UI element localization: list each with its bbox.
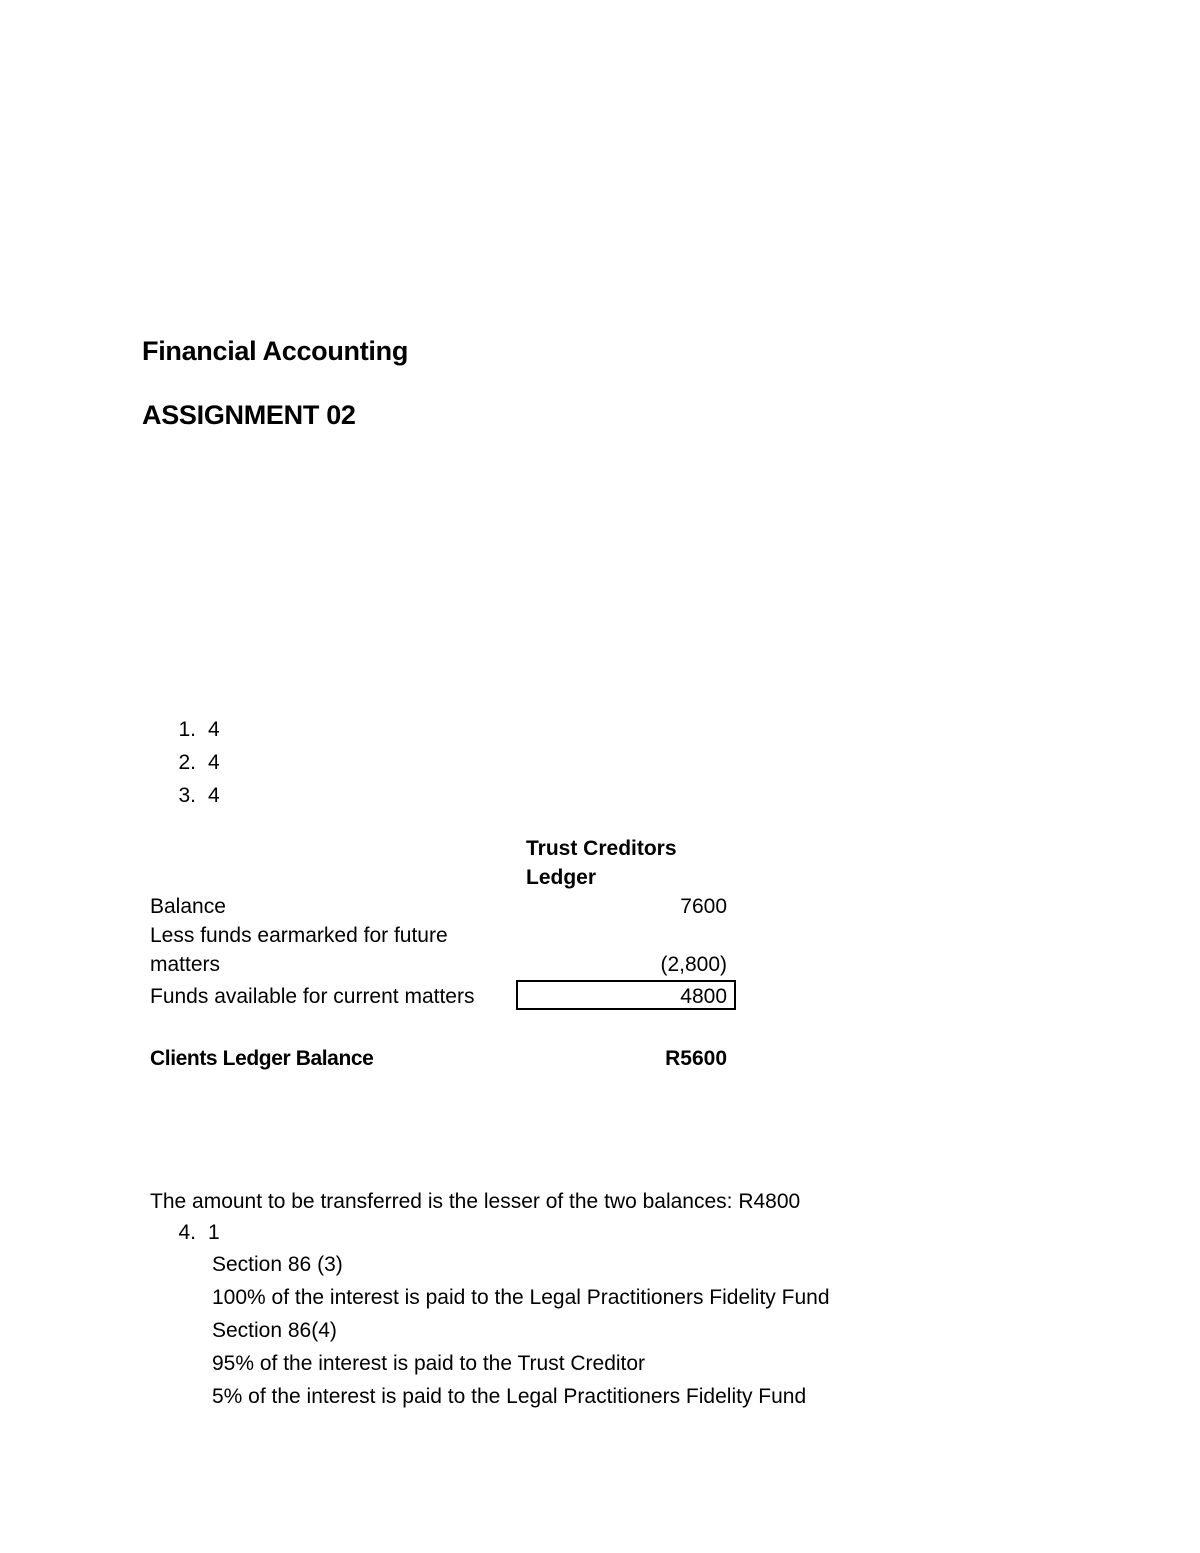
list-item <box>174 751 254 775</box>
ledger-column-header: Trust Creditors <box>526 837 677 860</box>
clients-ledger-amount: R5600 <box>665 1047 727 1070</box>
ledger-row-amount-balance: 7600 <box>680 895 727 918</box>
question4-line: Section 86 (3) <box>212 1253 343 1276</box>
list-value: 1 <box>208 1221 220 1244</box>
list-number: 3. <box>178 784 196 807</box>
ledger-row-label-earmarked-line2: matters <box>150 953 221 976</box>
ledger-column-header-line2: Ledger <box>526 866 597 889</box>
list-number: 1. <box>178 718 196 741</box>
question4-line: 5% of the interest is paid to the Legal Practitioners Fidelity Fund <box>212 1385 807 1408</box>
list-number: 2. <box>178 751 196 774</box>
document-title: Financial Accounting <box>142 336 409 366</box>
list-value: 4 <box>208 751 220 774</box>
list-value: 4 <box>208 718 220 741</box>
ledger-row-amount-available: 4800 <box>680 985 727 1008</box>
list-item <box>174 784 254 808</box>
ledger-row-label-balance: Balance <box>150 895 226 918</box>
assignment-heading: ASSIGNMENT 02 <box>142 400 356 430</box>
list-number: 4. <box>178 1221 196 1244</box>
clients-ledger-label: Clients Ledger Balance <box>150 1047 374 1070</box>
conclusion-text: The amount to be transferred is the lesser of the two balances: R4800 <box>150 1190 801 1213</box>
ledger-row-label-earmarked: Less funds earmarked for future <box>150 924 448 947</box>
list-item <box>174 1221 254 1245</box>
ledger-row-label-available: Funds available for current matters <box>150 985 475 1008</box>
question4-line: Section 86(4) <box>212 1319 337 1342</box>
question4-line: 95% of the interest is paid to the Trust Creditor <box>212 1352 646 1375</box>
list-item <box>174 718 254 742</box>
list-value: 4 <box>208 784 220 807</box>
ledger-row-amount-earmarked: (2,800) <box>660 953 727 976</box>
question4-line: 100% of the interest is paid to the Legal Practitioners Fidelity Fund <box>212 1286 830 1309</box>
